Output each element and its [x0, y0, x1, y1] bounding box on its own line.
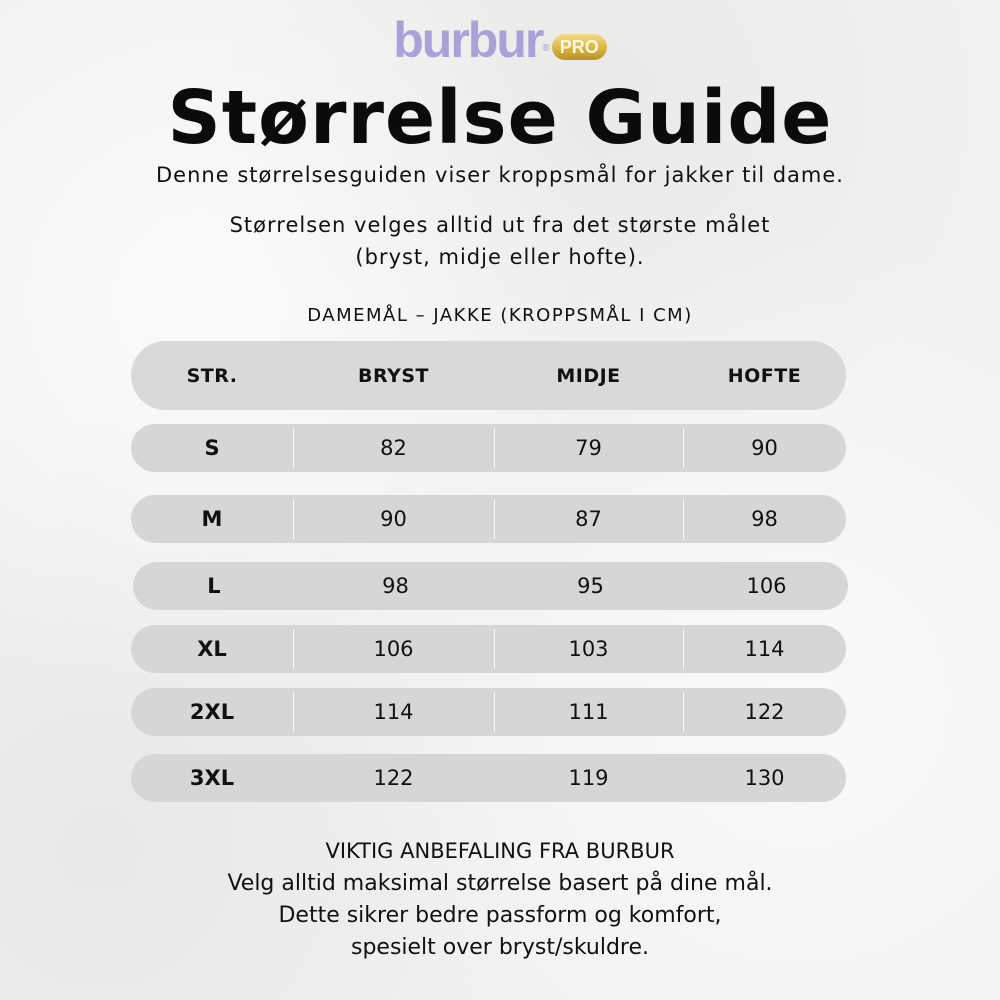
table-row [133, 562, 848, 610]
recommendation-line-3: spesielt over bryst/skuldre. [350, 935, 650, 960]
registered-mark: ® [542, 43, 550, 54]
intro-text: Denne størrelsesguiden viser kroppsmål for jakker til dame. [156, 163, 844, 187]
table-title: DAMEMÅL – JAKKE (KROPPSMÅL I CM) [307, 305, 693, 326]
bust-cell: 98 [382, 574, 409, 598]
bust-cell: 114 [373, 700, 414, 724]
waist-cell: 95 [577, 574, 604, 598]
waist-cell: 103 [568, 637, 609, 661]
hip-cell: 106 [746, 574, 787, 598]
table-row [131, 754, 846, 802]
recommendation-line-2: Dette sikrer bedre passform og komfort, [278, 903, 722, 928]
waist-cell: 111 [568, 700, 609, 724]
header-size: STR. [186, 364, 238, 387]
recommendation-line-1: Velg alltid maksimal størrelse basert på dine mål. [227, 871, 773, 896]
size-cell: XL [197, 637, 227, 661]
hip-cell: 130 [744, 766, 785, 790]
size-cell: L [207, 574, 221, 598]
recommendation-heading: VIKTIG ANBEFALING FRA BURBUR [325, 839, 675, 863]
table-row [131, 424, 846, 472]
brand-logo [0, 14, 1000, 75]
page-title: Størrelse Guide [167, 75, 833, 161]
waist-cell: 79 [575, 436, 602, 460]
size-cell: M [201, 507, 223, 531]
hip-cell: 114 [744, 637, 785, 661]
table-row [131, 688, 846, 736]
size-cell: 3XL [189, 766, 235, 790]
bust-cell: 122 [373, 766, 414, 790]
bust-cell: 106 [373, 637, 414, 661]
brand-name: burbur [393, 12, 543, 68]
header-hip: HOFTE [727, 364, 802, 387]
pro-badge: PRO [552, 34, 607, 60]
table-row [131, 495, 846, 543]
size-cell: 2XL [189, 700, 235, 724]
header-waist: MIDJE [556, 364, 621, 387]
hip-cell: 122 [744, 700, 785, 724]
hip-cell: 90 [751, 436, 778, 460]
table-header-row [131, 341, 846, 410]
selection-note-line-2: (bryst, midje eller hofte). [355, 245, 645, 269]
header-bust: BRYST [358, 364, 429, 387]
selection-note-line-1: Størrelsen velges alltid ut fra det største målet [229, 213, 771, 237]
waist-cell: 87 [575, 507, 602, 531]
size-cell: S [204, 436, 220, 460]
bust-cell: 90 [380, 507, 407, 531]
hip-cell: 98 [751, 507, 778, 531]
table-row [131, 625, 846, 673]
waist-cell: 119 [568, 766, 609, 790]
bust-cell: 82 [380, 436, 407, 460]
